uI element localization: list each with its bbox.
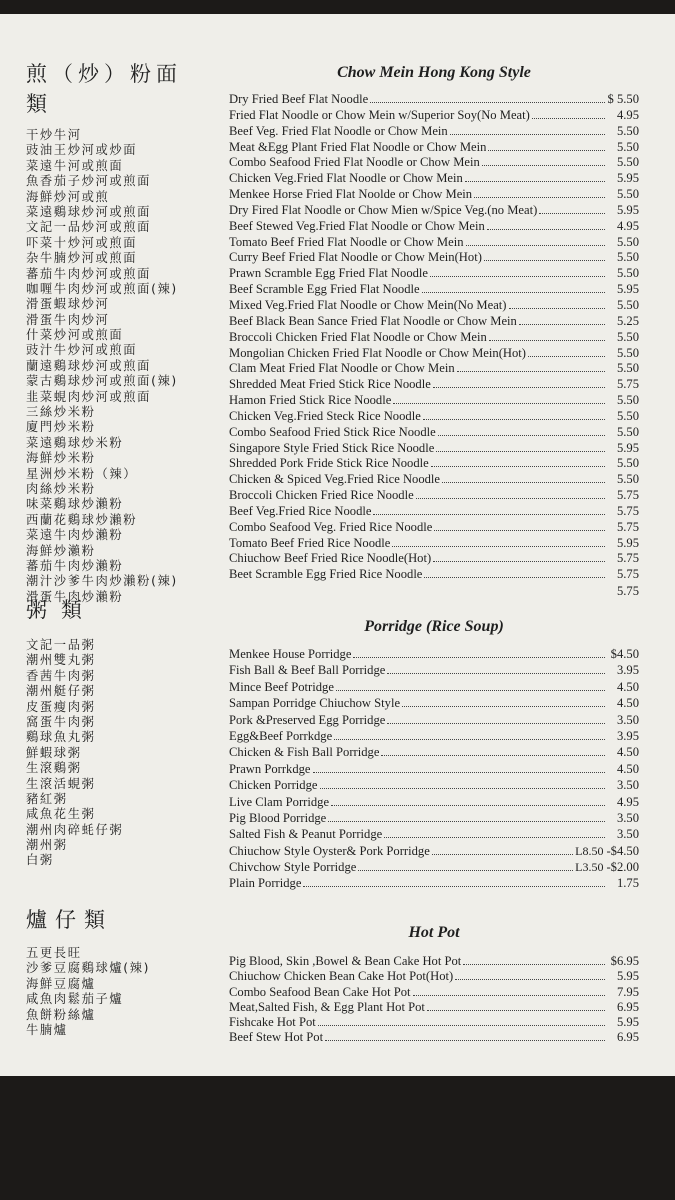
menu-item (229, 92, 639, 108)
zh-menu-item: 潮州艇仔粥 (26, 684, 96, 699)
dot-leader (509, 308, 606, 309)
zh-menu-item: 韭菜蜆肉炒河或煎面 (26, 389, 152, 404)
zh-menu-item: 咸魚肉鬆茄子爐 (26, 992, 124, 1007)
zh-menu-item: 蒙古鷄球炒河或煎面(辣) (26, 374, 178, 389)
menu-item (229, 155, 639, 171)
menu-item (229, 282, 639, 298)
item-price: 5.50 (616, 234, 639, 249)
item-price: 4.50 (616, 679, 639, 694)
dot-leader (532, 118, 605, 119)
dot-leader (463, 964, 605, 965)
dot-leader (431, 466, 605, 467)
menu-item (229, 314, 639, 330)
zh-menu-item: 海鮮炒米粉 (26, 451, 96, 466)
item-name: Pork &Preserved Egg Porridge (229, 712, 386, 727)
item-price: $4.50 (610, 647, 639, 661)
item-name: Beef Stewed Veg.Fried Flat Noodle or Chow Mein (229, 218, 485, 233)
zh-menu-item: 白粥 (26, 853, 54, 868)
dot-leader (422, 292, 605, 293)
item-name: Mince Beef Potridge (229, 679, 334, 694)
zh-menu-item: 菜遠牛河或煎面 (26, 158, 124, 173)
porridge-list (229, 646, 639, 892)
zh-menu-item: 吓菜十炒河或煎面 (26, 235, 138, 250)
dot-leader (402, 706, 605, 707)
item-name: Combo Seafood Fried Stick Rice Noodle (229, 424, 436, 439)
chow-mein-list (229, 92, 639, 583)
dot-leader (436, 451, 605, 452)
item-price: 5.50 (616, 187, 639, 202)
item-price: 5.50 (616, 408, 639, 423)
item-price: 4.95 (616, 107, 639, 122)
zh-menu-item: 沙爹豆腐鷄球爐(辣) (26, 961, 150, 976)
dot-leader (387, 673, 605, 674)
zh-porridge-heading: 粥類 (26, 598, 96, 622)
zh-noodle-heading: 煎（炒）粉面類 (26, 62, 182, 116)
item-price: 5.50 (616, 472, 639, 487)
item-price: 6.95 (616, 1030, 639, 1045)
menu-item (229, 472, 639, 488)
menu-item (229, 679, 639, 695)
item-name: Menkee Horse Fried Flat Noolde or Chow Mein (229, 187, 473, 202)
zh-menu-item: 菜遠牛肉炒瀨粉 (26, 528, 124, 543)
dot-leader (466, 245, 605, 246)
dot-leader (424, 577, 605, 578)
menu-item (229, 843, 639, 859)
dot-leader (384, 837, 605, 838)
zh-menu-item: 杂牛腩炒河或煎面 (26, 251, 138, 266)
item-price: 4.95 (616, 794, 639, 809)
menu-item (229, 488, 639, 504)
dot-leader (331, 805, 605, 806)
menu-item (229, 124, 639, 140)
item-price: 4.50 (616, 761, 639, 776)
item-name: Beef Veg. Fried Flat Noodle or Chow Mein (229, 123, 448, 138)
item-price: -$4.50 (606, 843, 639, 858)
menu-item (229, 330, 639, 346)
dot-leader (423, 419, 605, 420)
item-name: Dry Fried Beef Flat Noodle (229, 92, 369, 106)
menu-item (229, 108, 639, 124)
menu-item (229, 346, 639, 362)
item-price: 5.50 (616, 424, 639, 439)
zh-menu-item: 潮州雙丸粥 (26, 653, 96, 668)
zh-menu-item: 菜遠鷄球炒米粉 (26, 435, 124, 450)
zh-menu-item: 窩蛋牛肉粥 (26, 714, 96, 729)
menu-item (229, 219, 639, 235)
zh-menu-item: 廈門炒米粉 (26, 420, 96, 435)
item-name: Chicken & Spiced Veg.Fried Rice Noodle (229, 472, 441, 487)
item-name: Live Clam Porridge (229, 794, 330, 809)
menu-item (229, 171, 639, 187)
item-price: 7.95 (616, 984, 639, 999)
zh-menu-item: 海鮮炒河或煎 (26, 189, 110, 204)
menu-item (229, 441, 639, 457)
item-name: Hamon Fried Stick Rice Noodle (229, 393, 392, 408)
zh-hotpot-heading: 爐仔類 (26, 908, 113, 932)
item-name: Sampan Porridge Chiuchow Style (229, 696, 401, 711)
item-price: 5.50 (616, 266, 639, 281)
dot-leader (457, 371, 605, 372)
item-name: Combo Seafood Veg. Fried Rice Noodle (229, 519, 433, 534)
item-price: 3.95 (616, 728, 639, 743)
menu-item (229, 794, 639, 810)
dot-leader (430, 276, 605, 277)
item-price: 4.95 (616, 218, 639, 233)
item-name: Tomato Beef Fried Rice Noodle (229, 535, 391, 550)
item-name: Beef Black Bean Sance Fried Flat Noodle or Chow Mein (229, 313, 517, 328)
menu-item (229, 810, 639, 826)
menu-item (229, 761, 639, 777)
dot-leader (381, 755, 605, 756)
menu-item (229, 777, 639, 793)
dot-leader (320, 788, 606, 789)
item-name: Meat &Egg Plant Fried Flat Noodle or Chow Mein (229, 139, 487, 154)
zh-menu-item: 菜遠鷄球炒河或煎面 (26, 204, 152, 219)
menu-item (229, 1015, 639, 1030)
item-name: Mongolian Chicken Fried Flat Noodle or Chow Mein(Hot) (229, 345, 526, 360)
zh-menu-item: 咖喱牛肉炒河或煎面(辣) (26, 281, 178, 296)
dot-leader (528, 356, 605, 357)
item-name: Curry Beef Fried Flat Noodle or Chow Mein(Hot) (229, 250, 482, 265)
menu-item (229, 187, 639, 203)
zh-menu-item: 文記一品粥 (26, 638, 96, 652)
zh-porridge-section (26, 594, 206, 869)
item-name: Fried Flat Noodle or Chow Mein w/Superior Soy(No Meat) (229, 107, 530, 122)
item-name: Combo Seafood Fried Flat Noodle or Chow Mein (229, 155, 480, 170)
dot-leader (328, 821, 605, 822)
item-price: 5.95 (616, 535, 639, 550)
item-name: Broccoli Chicken Fried Flat Noodle or Chow Mein (229, 329, 487, 344)
item-price: 5.50 (616, 139, 639, 154)
dot-leader (393, 403, 605, 404)
hotpot-list (229, 954, 639, 1046)
menu-item (229, 646, 639, 662)
item-name: Broccoli Chicken Fried Rice Noodle (229, 488, 414, 503)
menu-item (229, 203, 639, 219)
dot-leader (373, 514, 605, 515)
item-price: 5.75 (616, 488, 639, 503)
menu-item (229, 712, 639, 728)
item-name: Chicken Porridge (229, 778, 318, 793)
menu-item (229, 662, 639, 678)
item-name: Plain Porridge (229, 876, 302, 891)
item-price: 5.50 (616, 123, 639, 138)
item-price: 3.50 (616, 778, 639, 793)
item-price: 5.50 (616, 297, 639, 312)
item-price: 5.50 (616, 345, 639, 360)
dot-leader (325, 1040, 605, 1041)
item-name: Beet Scramble Egg Fried Rice Noodle (229, 567, 423, 582)
item-name: Shredded Pork Fride Stick Rice Noodle (229, 456, 429, 471)
item-price: 4.50 (616, 696, 639, 711)
dot-leader (370, 102, 605, 103)
dot-leader (539, 213, 605, 214)
item-price: 5.50 (616, 155, 639, 170)
menu-item (229, 875, 639, 891)
menu-item (229, 393, 639, 409)
item-price: 5.95 (616, 969, 639, 984)
item-price: 5.50 (616, 456, 639, 471)
item-price: 5.75 (616, 551, 639, 566)
dot-leader (303, 886, 605, 887)
porridge-section (229, 618, 639, 892)
zh-hotpot-section (26, 904, 206, 1038)
zh-menu-item: 海鮮炒瀨粉 (26, 543, 96, 558)
dot-leader (336, 690, 605, 691)
item-name: Chicken & Fish Ball Porridge (229, 745, 380, 760)
hotpot-title: Hot Pot (408, 924, 460, 941)
menu-item (229, 551, 639, 567)
zh-menu-item: 文記一品炒河或煎面 (26, 220, 152, 235)
item-name: Meat,Salted Fish, & Egg Plant Hot Pot (229, 999, 425, 1014)
dot-leader (434, 530, 605, 531)
dot-leader (442, 482, 605, 483)
zh-menu-item: 五更長旺 (26, 946, 82, 960)
item-name: Salted Fish & Peanut Porridge (229, 827, 383, 842)
menu-item (229, 744, 639, 760)
zh-menu-item: 香茜牛肉粥 (26, 668, 96, 683)
item-name: Clam Meat Fried Flat Noodle or Chow Mein (229, 361, 455, 376)
item-price: 5.50 (616, 329, 639, 344)
dot-leader (487, 229, 605, 230)
item-name: Chiuchow Style Oyster& Pork Porridge (229, 843, 430, 858)
item-price: 3.95 (616, 663, 639, 678)
item-price: $6.95 (610, 954, 639, 968)
item-name: Dry Fired Flat Noodle or Chow Mien w/Spice Veg.(no Meat) (229, 202, 538, 217)
item-name: Combo Seafood Bean Cake Hot Pot (229, 984, 411, 999)
item-name: Chicken Veg.Fried Flat Noodle or Chow Mein (229, 171, 463, 186)
menu-item (229, 140, 639, 156)
zh-menu-item: 潮州粥 (26, 838, 68, 853)
menu-item (229, 969, 639, 984)
item-name: Chicken Veg.Fried Steck Rice Noodle (229, 408, 421, 423)
menu-item (229, 567, 639, 583)
dot-leader (358, 870, 573, 871)
item-name: Pig Blood, Skin ,Bowel & Bean Cake Hot Pot (229, 954, 462, 968)
dot-leader (519, 324, 605, 325)
zh-menu-item: 蕃茄牛肉炒瀨粉 (26, 558, 124, 573)
menu-item (229, 504, 639, 520)
zh-menu-item: 咸魚花生粥 (26, 807, 96, 822)
zh-noodle-list (26, 128, 206, 605)
menu-item (229, 266, 639, 282)
dot-leader (413, 995, 605, 996)
dot-leader (427, 1010, 605, 1011)
menu-item (229, 409, 639, 425)
zh-menu-item: 什菜炒河或煎面 (26, 328, 124, 343)
dot-leader (318, 1025, 605, 1026)
dot-leader (313, 772, 606, 773)
dot-leader (465, 181, 605, 182)
item-name: Singapore Style Fried Stick Rice Noodle (229, 440, 435, 455)
item-price: 5.95 (616, 282, 639, 297)
zh-noodle-section (26, 58, 206, 605)
menu-item (229, 728, 639, 744)
dot-leader (488, 150, 605, 151)
item-price: 5.75 (616, 503, 639, 518)
item-name: Fishcake Hot Pot (229, 1015, 316, 1030)
item-name: Chiuchow Beef Fried Rice Noodle(Hot) (229, 551, 432, 566)
dot-leader (334, 739, 605, 740)
item-price: 5.95 (616, 171, 639, 186)
item-name: Menkee House Porridge (229, 647, 352, 661)
zh-menu-item: 豉汁牛炒河或煎面 (26, 343, 138, 358)
zh-menu-item: 干炒牛河 (26, 128, 82, 142)
menu-item (229, 536, 639, 552)
item-name: Pig Blood Porridge (229, 810, 327, 825)
item-price: 5.75 (616, 377, 639, 392)
porridge-title: Porridge (Rice Soup) (364, 618, 504, 635)
dot-leader (432, 854, 573, 855)
item-name: Egg&Beef Porrkdge (229, 728, 333, 743)
item-price: 5.75 (616, 519, 639, 534)
item-name: Tomato Beef Fried Flat Noodle or Chow Mein (229, 234, 464, 249)
menu-sheet (0, 14, 675, 1076)
zh-menu-item: 魚餅粉絲爐 (26, 1007, 96, 1022)
item-name: Prawn Scramble Egg Fried Flat Noodle (229, 266, 429, 281)
zh-hotpot-list (26, 946, 206, 1038)
zh-menu-item: 潮汁沙爹牛肉炒瀨粉(辣) (26, 574, 178, 589)
zh-menu-item: 蕃茄牛肉炒河或煎面 (26, 266, 152, 281)
zh-menu-item: 皮蛋瘦肉粥 (26, 699, 96, 714)
zh-menu-item: 滑蛋牛肉炒瀨粉 (26, 589, 124, 604)
menu-item (229, 298, 639, 314)
item-large-price: L3.50 (575, 860, 604, 875)
dot-leader (489, 340, 605, 341)
item-price: 5.50 (616, 250, 639, 265)
dot-leader (433, 561, 605, 562)
zh-menu-item: 牛腩爐 (26, 1022, 68, 1037)
menu-item (229, 425, 639, 441)
zh-menu-item: 生滾活蜆粥 (26, 776, 96, 791)
zh-menu-item: 鮮蝦球粥 (26, 745, 82, 760)
menu-item (229, 235, 639, 251)
dot-leader (392, 546, 605, 547)
item-large-price: L8.50 (575, 843, 604, 858)
dot-leader (484, 260, 605, 261)
chow-mein-trailing-price: 5.75 (616, 584, 639, 599)
item-price: 3.50 (616, 827, 639, 842)
item-price: $ 5.50 (607, 92, 639, 106)
menu-item (229, 377, 639, 393)
item-price: 3.50 (616, 712, 639, 727)
item-price: 1.75 (616, 876, 639, 891)
menu-item (229, 1030, 639, 1045)
chow-mein-section (229, 64, 639, 599)
zh-menu-item: 潮州肉碎蚝仔粥 (26, 822, 124, 837)
item-name: Chivchow Style Porridge (229, 860, 357, 875)
menu-item (229, 1000, 639, 1015)
chow-mein-title: Chow Mein Hong Kong Style (337, 64, 531, 81)
item-price: 6.95 (616, 999, 639, 1014)
menu-item (229, 361, 639, 377)
item-name: Chiuchow Chicken Bean Cake Hot Pot(Hot) (229, 969, 454, 984)
zh-menu-item: 蘭遠鷄球炒河或煎面 (26, 358, 152, 373)
zh-menu-item: 西蘭花鷄球炒瀨粉 (26, 512, 138, 527)
item-price: 5.95 (616, 1015, 639, 1030)
zh-menu-item: 肉絲炒米粉 (26, 481, 96, 496)
item-price: 5.25 (616, 313, 639, 328)
menu-item (229, 520, 639, 536)
item-name: Fish Ball & Beef Ball Porridge (229, 663, 386, 678)
zh-menu-item: 滑蛋牛肉炒河 (26, 312, 110, 327)
item-price: 5.95 (616, 440, 639, 455)
item-name: Mixed Veg.Fried Flat Noodle or Chow Mein(No Meat) (229, 297, 507, 312)
zh-menu-item: 三絲炒米粉 (26, 405, 96, 420)
zh-menu-item: 海鮮豆腐爐 (26, 976, 96, 991)
item-price: 3.50 (616, 810, 639, 825)
dot-leader (450, 134, 605, 135)
item-name: Beef Veg.Fried Rice Noodle (229, 503, 372, 518)
menu-item (229, 859, 639, 875)
item-name: Prawn Porrkdge (229, 761, 311, 776)
dot-leader (438, 435, 605, 436)
zh-menu-item: 滑蛋蝦球炒河 (26, 297, 110, 312)
item-price: 5.75 (616, 567, 639, 582)
zh-menu-item: 豬紅粥 (26, 791, 68, 806)
dot-leader (416, 498, 605, 499)
item-price: 5.50 (616, 393, 639, 408)
item-price: 5.50 (616, 361, 639, 376)
dot-leader (433, 387, 605, 388)
zh-porridge-list (26, 638, 206, 869)
dot-leader (482, 165, 605, 166)
zh-menu-item: 豉油王炒河或炒面 (26, 143, 138, 158)
zh-menu-item: 鷄球魚丸粥 (26, 730, 96, 745)
item-name: Shredded Meat Fried Stick Rice Noodle (229, 377, 431, 392)
menu-item (229, 826, 639, 842)
menu-item (229, 250, 639, 266)
item-price: -$2.00 (606, 860, 639, 875)
item-price: 4.50 (616, 745, 639, 760)
menu-item (229, 456, 639, 472)
dot-leader (455, 979, 605, 980)
zh-menu-item: 星洲炒米粉（辣） (26, 466, 138, 481)
menu-item (229, 954, 639, 969)
menu-item (229, 695, 639, 711)
item-name: Beef Scramble Egg Fried Flat Noodle (229, 282, 420, 297)
zh-menu-item: 生滾鷄粥 (26, 761, 82, 776)
zh-menu-item: 魚香茄子炒河或煎面 (26, 174, 152, 189)
dot-leader (353, 657, 605, 658)
dot-leader (387, 723, 605, 724)
hotpot-section (229, 924, 639, 1046)
zh-menu-item: 味菜鷄球炒瀨粉 (26, 497, 124, 512)
item-name: Beef Stew Hot Pot (229, 1030, 324, 1045)
menu-item (229, 985, 639, 1000)
dot-leader (474, 197, 605, 198)
item-price: 5.95 (616, 202, 639, 217)
